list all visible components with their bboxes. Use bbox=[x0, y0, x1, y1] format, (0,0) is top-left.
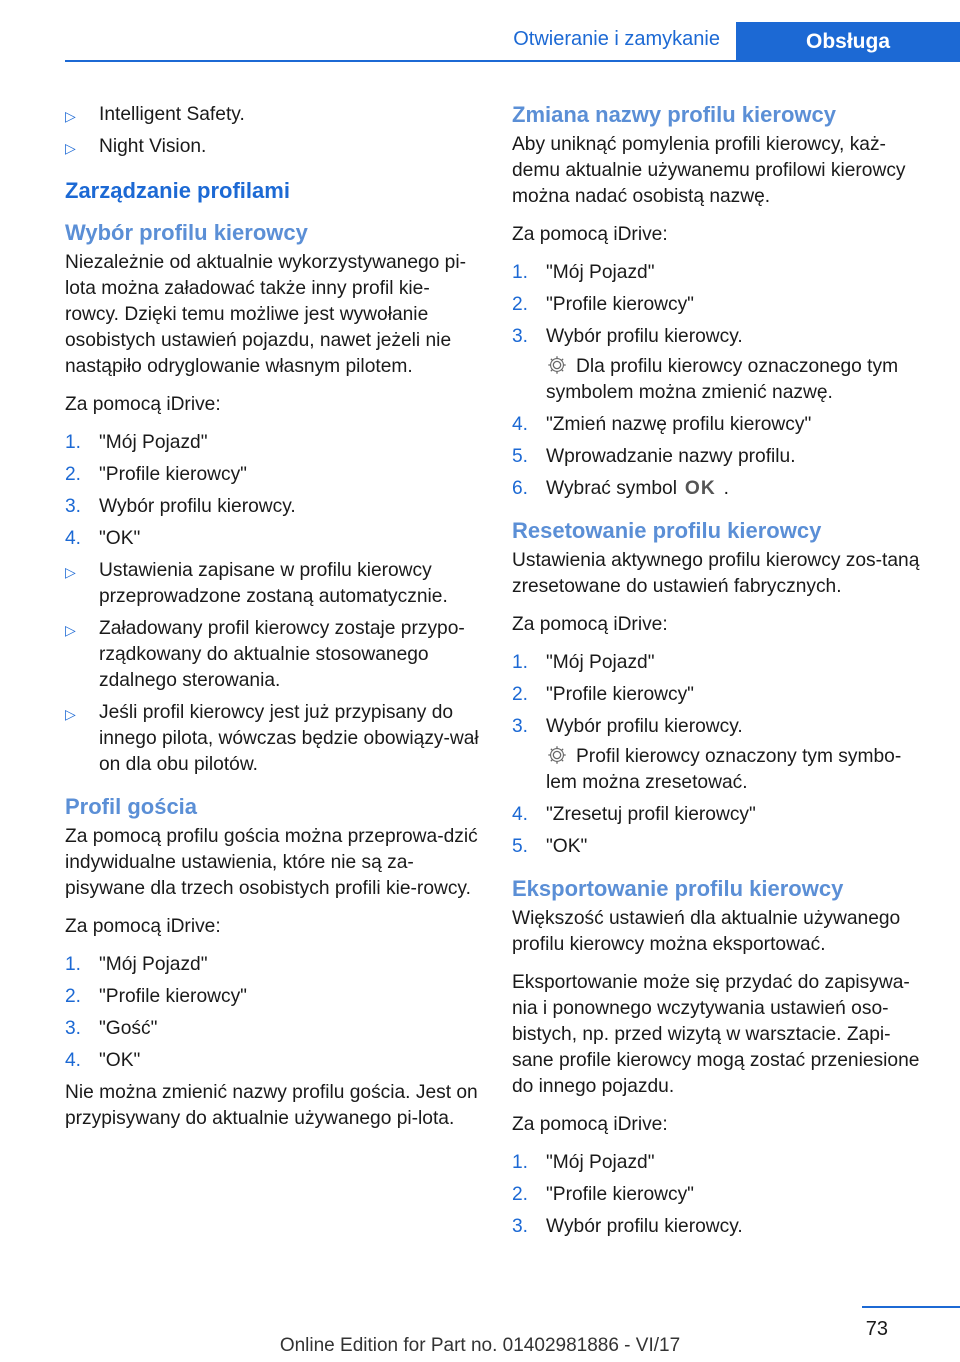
gear-icon bbox=[546, 354, 568, 376]
heading-select-profile: Wybór profilu kierowcy bbox=[65, 220, 308, 245]
list-item: 6. Wybrać symbol OK . bbox=[512, 476, 927, 502]
page-number-rule bbox=[862, 1306, 960, 1308]
paragraph-export-1: Większość ustawień dla aktualnie używanego profilu kierowcy można eksportować. bbox=[512, 908, 901, 955]
steps-rename-profile bbox=[512, 260, 927, 502]
list-item: 1. "Mój Pojazd" bbox=[512, 1152, 655, 1173]
list-item: 3. Wybór profilu kierowcy. bbox=[65, 496, 296, 517]
list-item: 3. "Gość" bbox=[65, 1018, 158, 1039]
list-item: 4. "Zmień nazwę profilu kierowcy" bbox=[512, 414, 812, 435]
list-item: 4. "Zresetuj profil kierowcy" bbox=[512, 804, 756, 825]
list-item: 2. "Profile kierowcy" bbox=[512, 294, 694, 315]
idrive-label: Za pomocą iDrive: bbox=[65, 394, 221, 415]
list-item: 2. "Profile kierowcy" bbox=[512, 1184, 694, 1205]
header-rule bbox=[65, 60, 960, 62]
list-item: 3. Wybór profilu kierowcy. bbox=[512, 326, 743, 347]
list-item: 4. "OK" bbox=[65, 528, 141, 549]
paragraph-export-2: Eksportowanie może się przydać do zapisywa-nia i ponownego wczytywania ustawień oso-bistych, np. przed wizytą w warsztacie. Zapi-sane profile kierowcy mogą zostać przeniesione do innego pojazdu. bbox=[512, 972, 920, 1097]
step-note: Profil kierowcy oznaczony tym symbo-lem można zresetować. bbox=[546, 746, 902, 793]
idrive-label: Za pomocą iDrive: bbox=[512, 614, 668, 635]
list-item: 5. Wprowadzanie nazwy profilu. bbox=[512, 446, 796, 467]
list-item: 2. "Profile kierowcy" bbox=[512, 684, 694, 705]
triangle-bullet-icon: ▷ bbox=[65, 140, 76, 156]
header-chapter-tab: Obsługa bbox=[736, 22, 960, 62]
list-item: 3. Wybór profilu kierowcy. bbox=[512, 1216, 743, 1237]
heading-profile-management: Zarządzanie profilami bbox=[65, 178, 290, 203]
list-item: ▷ Jeśli profil kierowcy jest już przypisany do innego pilota, wówczas będzie obowiązy-wał on dla obu pilotów. bbox=[65, 702, 479, 775]
paragraph-guest-note: Nie można zmienić nazwy profilu gościa. Jest on przypisywany do aktualnie używanego pi-lota. bbox=[65, 1082, 478, 1129]
list-item: 4. "OK" bbox=[65, 1050, 141, 1071]
heading-guest-profile: Profil gościa bbox=[65, 794, 198, 819]
list-item: 3. Wybór profilu kierowcy. bbox=[512, 716, 743, 737]
paragraph-reset-profile: Ustawienia aktywnego profilu kierowcy zos-taną zresetowane do ustawień fabrycznych. bbox=[512, 550, 920, 597]
heading-rename-profile: Zmiana nazwy profilu kierowcy bbox=[512, 102, 836, 127]
page-header bbox=[0, 0, 960, 62]
idrive-label: Za pomocą iDrive: bbox=[512, 1114, 668, 1135]
triangle-bullet-icon: ▷ bbox=[65, 622, 76, 638]
list-item: 1. "Mój Pojazd" bbox=[65, 432, 208, 453]
left-column bbox=[65, 102, 480, 1144]
steps-export-profile bbox=[512, 1150, 927, 1240]
header-section-title: Otwieranie i zamykanie bbox=[513, 28, 720, 50]
list-item: ▷ Intelligent Safety. bbox=[65, 102, 480, 128]
list-item: 5. "OK" bbox=[512, 836, 588, 857]
triangle-bullet-icon: ▷ bbox=[65, 706, 76, 722]
paragraph-guest-profile: Za pomocą profilu gościa można przeprowa-dzić indywidualne ustawienia, które nie są za-pisywane dla trzech osobistych profili kie-rowcy. bbox=[65, 826, 478, 899]
steps-reset-profile bbox=[512, 650, 927, 860]
gear-icon bbox=[546, 744, 568, 766]
top-bullet-list bbox=[65, 102, 480, 160]
paragraph-select-profile: Niezależnie od aktualnie wykorzystywanego pi-lota można załadować także inny profil kie-rowcy. Dzięki temu możliwe jest wywołanie osobistych ustawień pojazdu, nawet jeżeli nie nastąpiło odryglowanie własnym pilotem. bbox=[65, 252, 467, 377]
steps-guest-profile bbox=[65, 952, 480, 1074]
list-item: 1. "Mój Pojazd" bbox=[512, 652, 655, 673]
paragraph-rename-profile: Aby uniknąć pomylenia profili kierowcy, każ-demu aktualnie używanemu profilowi kierowcy można nadać osobistą nazwę. bbox=[512, 134, 906, 207]
list-item: ▷ Night Vision. bbox=[65, 134, 480, 160]
page-number: 73 bbox=[865, 1318, 888, 1340]
list-item: 2. "Profile kierowcy" bbox=[65, 464, 247, 485]
triangle-bullet-icon: ▷ bbox=[65, 564, 76, 580]
list-item: 1. "Mój Pojazd" bbox=[65, 954, 208, 975]
footer-edition: Online Edition for Part no. 01402981886 - VI/17 bbox=[279, 1335, 681, 1356]
right-column bbox=[512, 102, 927, 1252]
list-item: 2. "Profile kierowcy" bbox=[65, 986, 247, 1007]
triangle-bullet-icon: ▷ bbox=[65, 108, 76, 124]
steps-select-profile bbox=[65, 430, 480, 778]
step-note: Dla profilu kierowcy oznaczonego tym symbolem można zmienić nazwę. bbox=[546, 356, 899, 403]
idrive-label: Za pomocą iDrive: bbox=[512, 224, 668, 245]
heading-export-profile: Eksportowanie profilu kierowcy bbox=[512, 876, 844, 901]
ok-symbol-icon: OK bbox=[684, 478, 716, 499]
idrive-label: Za pomocą iDrive: bbox=[65, 916, 221, 937]
list-item: 1. "Mój Pojazd" bbox=[512, 262, 655, 283]
list-item: ▷ Ustawienia zapisane w profilu kierowcy przeprowadzone zostaną automatycznie. bbox=[65, 560, 448, 607]
list-item: ▷ Załadowany profil kierowcy zostaje przypo-rządkowany do aktualnie stosowanego zdalnego sterowania. bbox=[65, 618, 465, 691]
heading-reset-profile: Resetowanie profilu kierowcy bbox=[512, 518, 822, 543]
